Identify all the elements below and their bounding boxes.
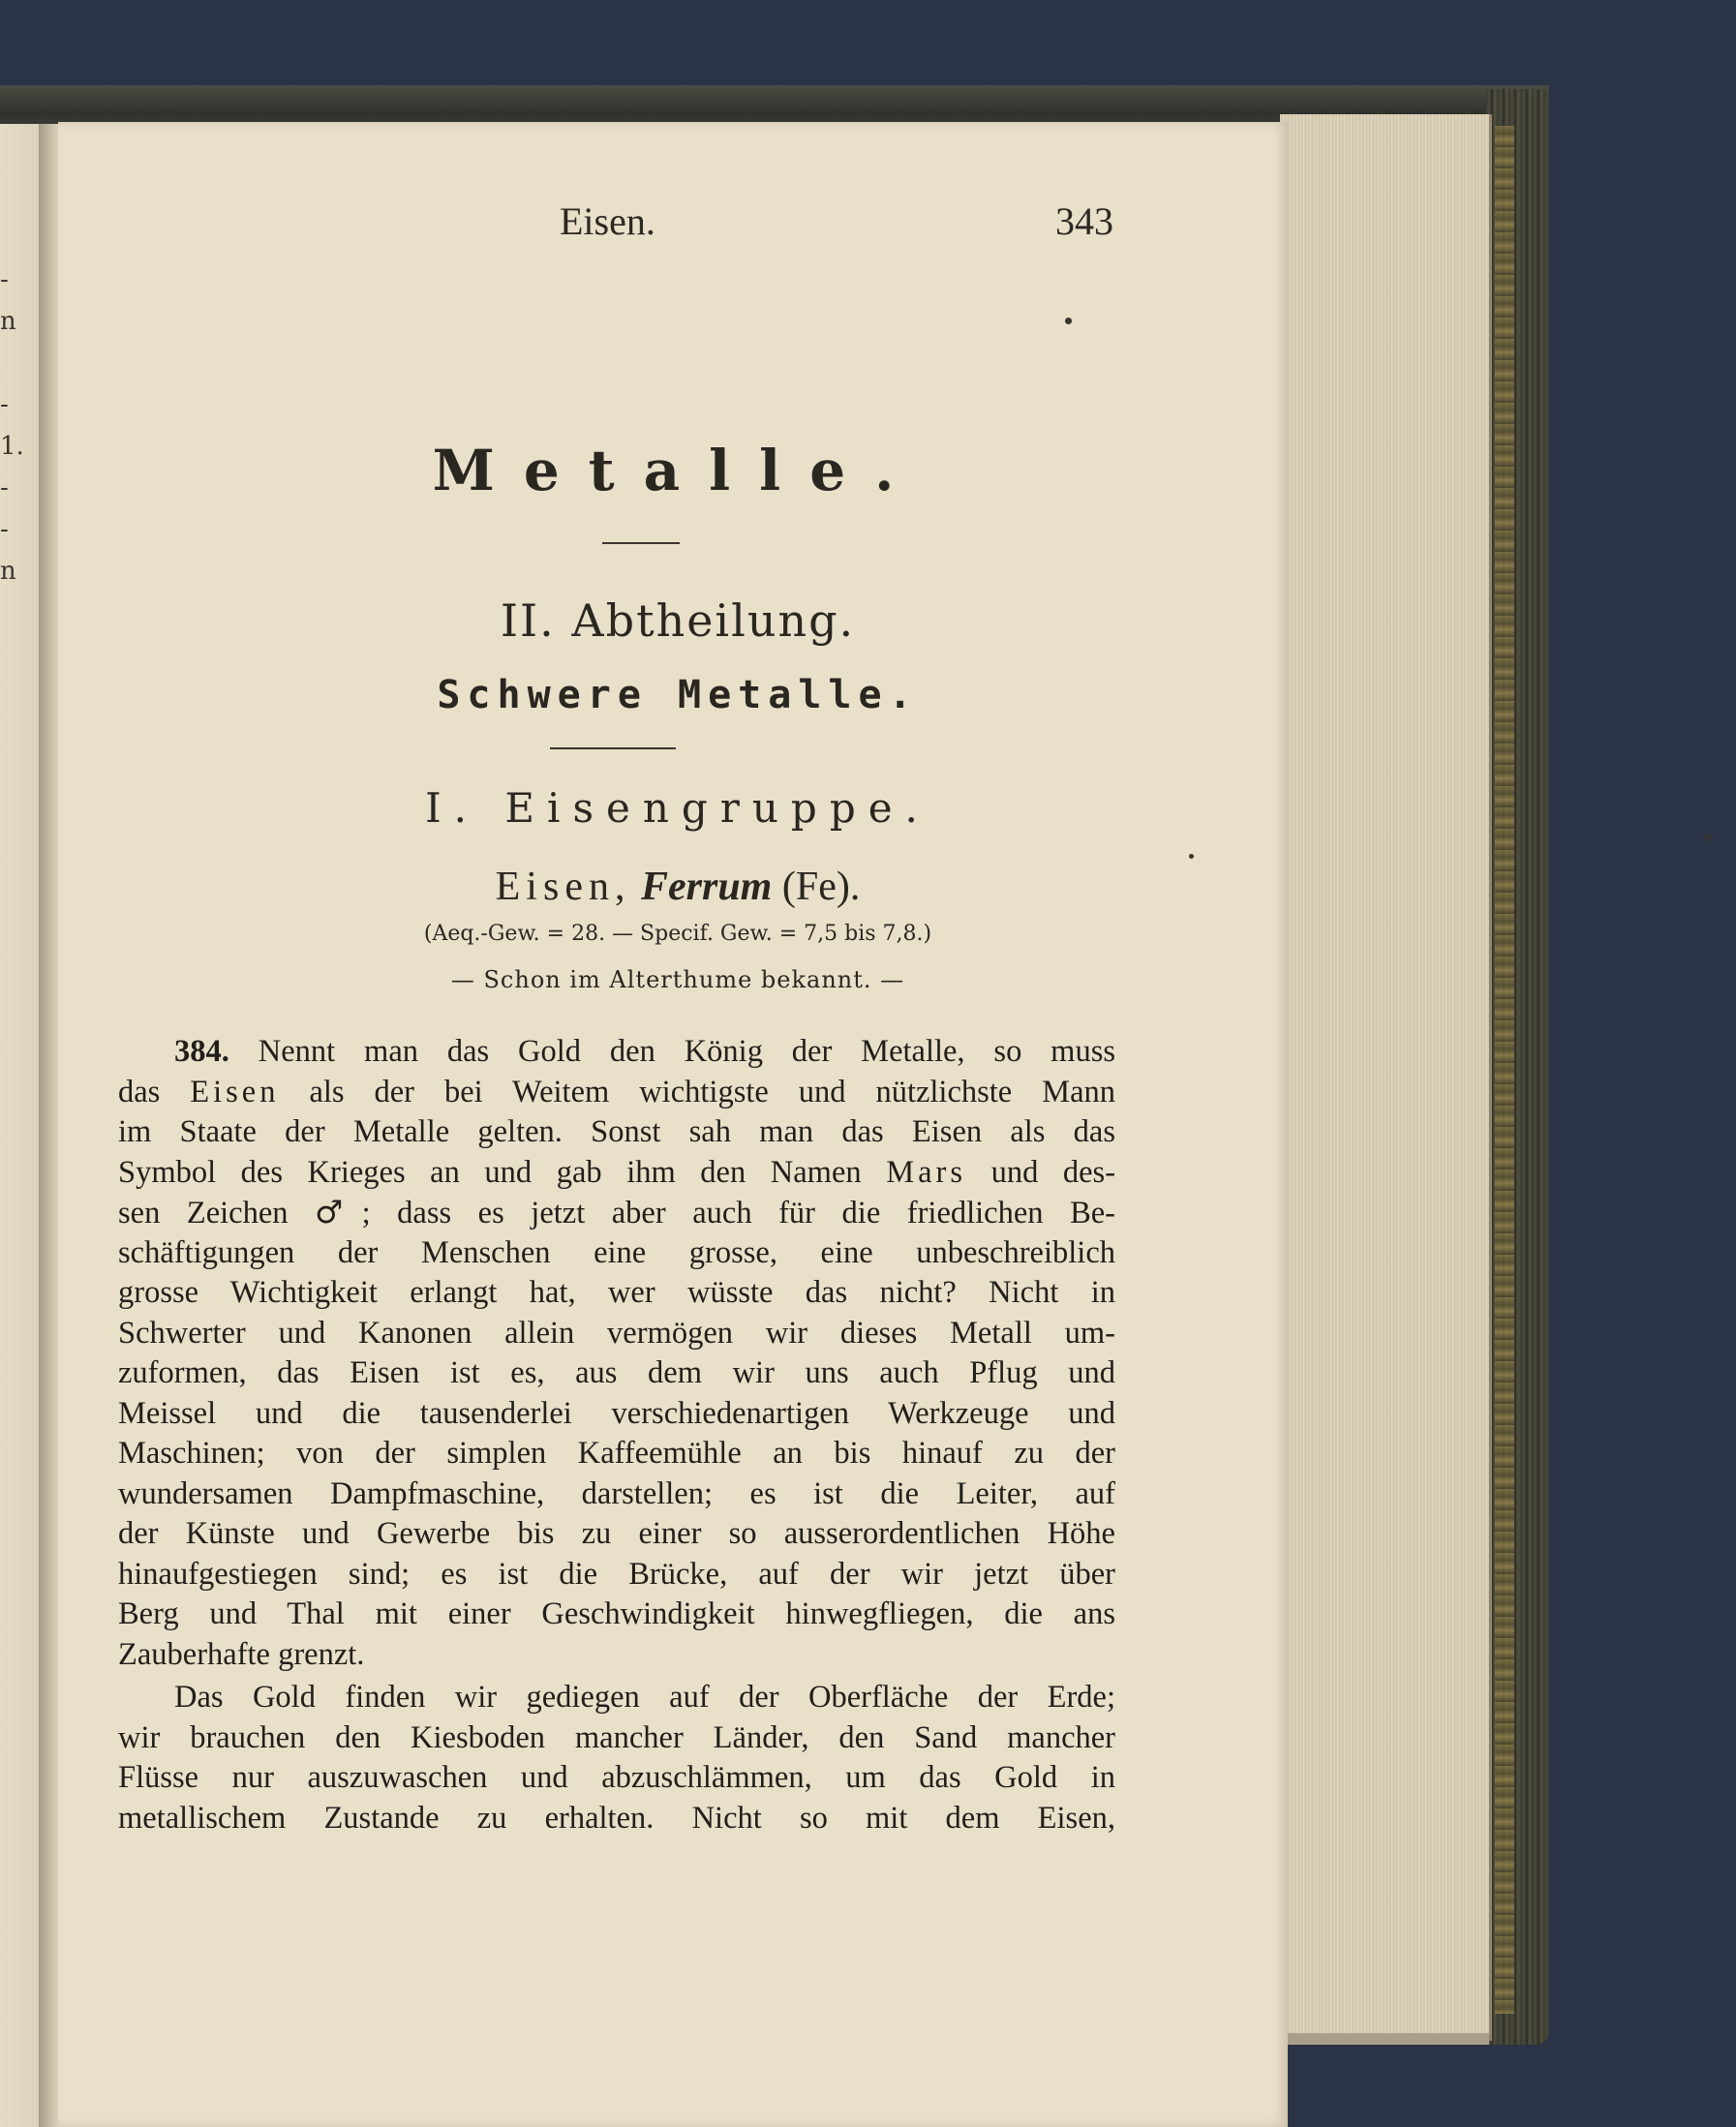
element-latin-name: Ferrum: [640, 865, 773, 909]
left-page-fragment: -: [0, 515, 9, 544]
spine-gilding: [1495, 126, 1514, 2014]
mars-symbol: ♂: [315, 1194, 362, 1231]
text-line: Berg und Thal mit einer Geschwindigkeit hinwegfliegen, die ans: [118, 1596, 1115, 1631]
text-line: schäftigungen der Menschen eine grosse, eine unbeschreiblich: [118, 1234, 1115, 1270]
left-page-fragments: [0, 259, 24, 593]
subsection-heading: Schwere Metalle.: [437, 673, 919, 717]
page-number: 343: [1055, 199, 1113, 243]
page-block-edges: [1280, 114, 1492, 2041]
group-heading: I. Eisengruppe.: [425, 784, 930, 832]
text-line: wundersamen Dampfmaschine, darstellen; es ist die Leiter, auf: [118, 1475, 1115, 1511]
left-page-fragment: -: [0, 473, 9, 502]
text-line: Das Gold finden wir gediegen auf der Oberfläche der Erde;: [174, 1680, 1115, 1715]
chapter-title: Metalle.: [432, 438, 924, 503]
left-page-fragment: n: [0, 307, 16, 336]
text-segment: als der bei Weitem wichtigste und nützlichste Mann: [309, 1074, 1116, 1109]
text-line: Schwerter und Kanonen allein vermögen wir dieses Metall um-: [118, 1315, 1115, 1351]
text-line: Meissel und die tausenderlei verschiedenartigen Werkzeuge und: [118, 1395, 1115, 1431]
section-heading: II. Abtheilung.: [500, 594, 856, 647]
element-heading: [242, 864, 1113, 910]
subsection-rule: [550, 747, 676, 749]
text-segment: sen Zeichen: [118, 1196, 289, 1231]
spaced-word: Mars: [886, 1154, 966, 1190]
text-line: Maschinen; von der simplen Kaffeemühle an bis hinauf zu der: [118, 1436, 1115, 1471]
element-symbol: (Fe).: [781, 865, 861, 909]
left-page-fragment: n: [0, 557, 16, 586]
known-since-note: — Schon im Alterthume bekannt. —: [450, 966, 905, 993]
text-line: Zauberhafte grenzt.: [118, 1636, 365, 1672]
element-name: Eisen,: [495, 865, 631, 909]
text-line: wir brauchen den Kiesboden mancher Länder, den Sand mancher: [118, 1719, 1115, 1755]
paper-speck: [1706, 835, 1711, 841]
text-segment: Nennt man das Gold den König der Metalle, so muss: [258, 1034, 1116, 1069]
text-segment: das: [118, 1074, 161, 1109]
text-line: der Künste und Gewerbe bis zu einer so ausserordentlichen Höhe: [118, 1516, 1115, 1551]
page-block-bottom: [1280, 2033, 1489, 2045]
text-line: Flüsse nur auszuwaschen und abzuschlämmen, um das Gold in: [118, 1760, 1115, 1795]
paragraph-gold: [118, 1678, 1115, 1838]
text-line: [118, 1153, 1115, 1194]
text-line: hinaufgestiegen sind; es ist die Brücke, auf der wir jetzt über: [118, 1556, 1115, 1592]
paragraph-384: [118, 1032, 1115, 1675]
text-line: grosse Wichtigkeit erlangt hat, wer wüsste das nicht? Nicht in: [118, 1275, 1115, 1310]
paper-speck: [1065, 318, 1072, 324]
paragraph-number: 384.: [174, 1034, 229, 1069]
left-page-fragment: [0, 343, 19, 384]
running-head-title: Eisen.: [560, 199, 655, 243]
paper-speck: [1189, 854, 1194, 859]
text-line: metallischem Zustande zu erhalten. Nicht so mit dem Eisen,: [118, 1800, 1115, 1836]
text-segment: ; dass es jetzt aber auch für die friedlichen Be-: [361, 1196, 1115, 1231]
left-page-fragment: -: [0, 390, 9, 419]
text-line: im Staate der Metalle gelten. Sonst sah man das Eisen als das: [118, 1114, 1115, 1149]
text-segment: und des-: [990, 1154, 1116, 1190]
text-line: zuformen, das Eisen ist es, aus dem wir uns auch Pflug und: [118, 1355, 1115, 1390]
title-rule: [602, 542, 680, 544]
text-line: [118, 1032, 1115, 1073]
text-line: [118, 1193, 1115, 1233]
text-line: [118, 1073, 1115, 1113]
element-constants: (Aeq.-Gew. = 28. — Specif. Gew. = 7,5 bis 7,8.): [423, 922, 932, 946]
spaced-word: Eisen: [190, 1074, 280, 1109]
left-page-fragment: 1.: [0, 432, 24, 461]
text-segment: Symbol des Krieges an und gab ihm den Namen: [118, 1154, 862, 1190]
left-page-fragment: -: [0, 265, 9, 294]
